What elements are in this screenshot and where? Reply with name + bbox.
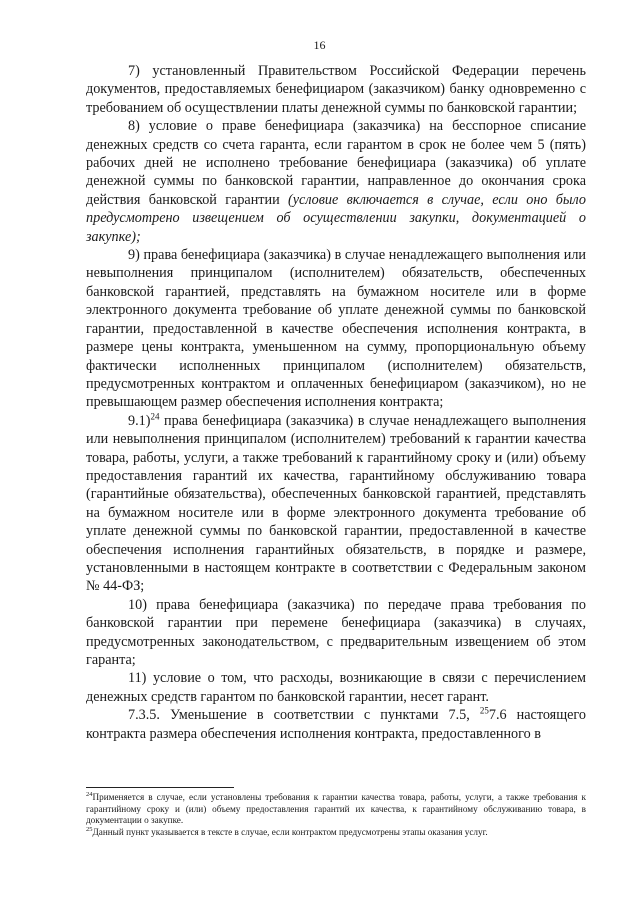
paragraph-item-8 bbox=[86, 117, 586, 246]
paragraph-item-9 bbox=[86, 246, 586, 412]
footnote-text: Применяется в случае, если установлены требования к гарантии качества товара, работы, услуги, а также требования к гарантийному сроку и (или) объему предоставления гарантий их качества, к гарантийному обслуживанию товара, в документации о закупке. bbox=[86, 792, 586, 826]
paragraph-text-before: 7.3.5. Уменьшение в соответствии с пунктами 7.5, bbox=[128, 707, 480, 724]
paragraph-item-7 bbox=[86, 62, 586, 117]
footnote-text: Данный пункт указывается в тексте в случае, если контрактом предусмотрены этапы оказания услуг. bbox=[92, 826, 488, 837]
footnote-reference: 25 bbox=[479, 705, 489, 716]
footnote-number: 24 bbox=[86, 790, 93, 798]
paragraph-text: 7) установленный Правительством Российской Федерации перечень документов, предоставляемых бенефициаром (заказчиком) банку одновременно с требованием об осуществлении платы денежной суммы по банковской гарантии; bbox=[86, 63, 586, 116]
paragraph-text: права бенефициара (заказчика) в случае ненадлежащего выполнения или невыполнения принципалом (исполнителем) требований к гарантии качества товара, работы, услуги, а также требований к гарантийному сроку и (или) объему предоставления гарантий их качества, гарантийному обслуживанию товара (гарантийные обязательства), обеспеченных банковской гарантией, представлять на бумажном носителе или в форме электронного документа требование об уплате денежной суммы по банковской гарантии, предоставленной в качестве обеспечения исполнения гарантийных обязательств, в порядке и размере, установленными в настоящем контракте в соответствии с Федеральным законом № 44-ФЗ; bbox=[86, 412, 586, 595]
paragraph-7-3-5 bbox=[86, 706, 586, 743]
paragraph-text: 11) условие о том, что расходы, возникающие в связи с перечислением денежных средств гарантом по банковской гарантии, несет гарант. bbox=[86, 670, 586, 705]
paragraph-item-11 bbox=[86, 669, 586, 706]
footnote-number: 25 bbox=[86, 825, 93, 833]
footnote-divider bbox=[86, 787, 234, 788]
page-number: 16 bbox=[313, 38, 326, 52]
footnotes bbox=[86, 792, 586, 838]
paragraph-italic-note: (условие включается в случае, если оно было предусмотрено извещением об осуществлении закупки, документацией о закупке); bbox=[86, 191, 586, 245]
paragraph-text: 10) права бенефициара (заказчика) по передаче права требования по банковской гарантии при перемене бенефициара (заказчика) в случаях, предусмотренных законодательством, с предварительным извещением об этом гаранта; bbox=[86, 596, 586, 668]
document-body bbox=[86, 62, 586, 743]
paragraph-text-after: 7.6 настоящего контракта размера обеспечения исполнения контракта, предоставленного в bbox=[86, 707, 586, 742]
footnote-25 bbox=[86, 827, 586, 839]
paragraph-text: 9) права бенефициара (заказчика) в случае ненадлежащего выполнения или невыполнения принципалом (исполнителем) обязательств, обеспеченных банковской гарантией, представлять на бумажном носителе или в форме электронного документа требование об уплате денежной суммы по банковской гарантии, предоставленной в качестве обеспечения исполнения контракта, в размере цены контракта, уменьшенном на сумму, пропорциональную объему фактически исполненных принципалом (исполнителем) обязательств, предусмотренных контрактом и оплаченных бенефициаром (заказчиком), но не превышающем размер обеспечения исполнения контракта; bbox=[86, 247, 586, 411]
paragraph-marker: 9.1) bbox=[128, 412, 151, 429]
paragraph-item-9-1 bbox=[86, 412, 586, 596]
paragraph-item-10 bbox=[86, 596, 586, 670]
footnote-reference: 24 bbox=[150, 410, 160, 421]
paragraph-text: 8) условие о праве бенефициара (заказчика) на бесспорное списание денежных средств со счета гаранта, если гарантом в срок не более чем 5 (пять) рабочих дней не исполнено требование бенефициара (заказчика) об уплате денежной суммы по банковской гарантии, направленное до окончания срока действия банковской гарантии bbox=[86, 118, 586, 208]
footnote-24 bbox=[86, 792, 586, 827]
